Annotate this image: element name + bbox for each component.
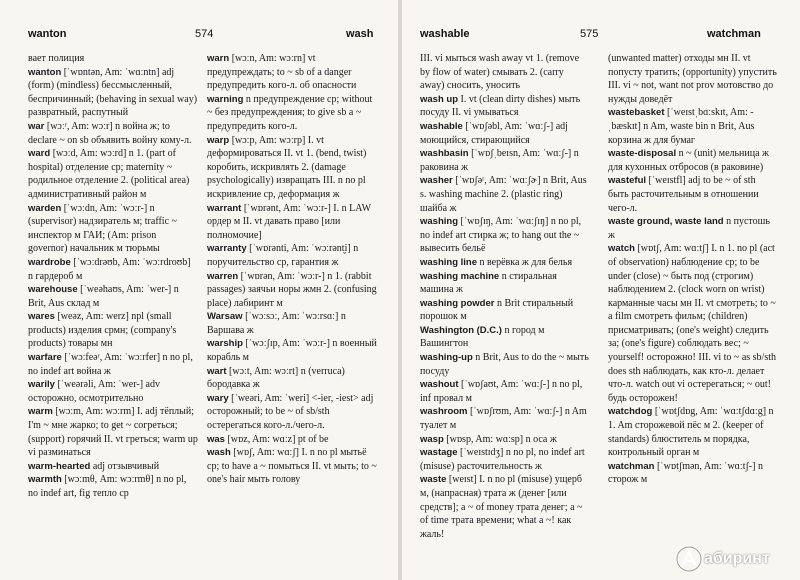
left-guide-word-first: wanton xyxy=(28,28,67,40)
dictionary-entry xyxy=(420,473,590,541)
entry-headword: washout xyxy=(420,379,459,391)
dictionary-entry xyxy=(207,93,377,134)
entry-headword: warm-hearted xyxy=(28,460,91,472)
entry-definition: [ˈwɔːdrəʊb, Am: ˈwɔːrdroʊb] n гардероб м xyxy=(28,256,191,282)
dictionary-entry xyxy=(420,297,590,324)
left-page-number: 574 xyxy=(195,28,214,40)
entry-headword: watchdog xyxy=(608,406,653,418)
dictionary-entry xyxy=(420,433,590,447)
dictionary-entry xyxy=(28,378,198,405)
dictionary-entry xyxy=(608,242,778,405)
entry-definition: n пустошь ж xyxy=(608,216,770,241)
entry-headword: warp xyxy=(207,134,230,146)
entry-definition: [ˈweɪstˌbɑːskɪt, Am: -ˌbæskɪt] n Am, waste bin n Brit, Aus корзина ж для бумаг xyxy=(608,107,755,146)
entry-headword: warily xyxy=(28,379,55,391)
entry-headword: wash up xyxy=(420,93,459,105)
entry-definition: [ˈwɒʃəbl, Am: ˈwɑːʃ-] adj моющийся, стирающийся xyxy=(420,120,568,146)
entry-definition: [ˈwɔːfeəʳ, Am: ˈwɔːrfer] n no pl, no indef art война ж xyxy=(28,352,193,377)
entry-definition: I. vt (clean dirty dishes) мыть посуду II. vi умываться xyxy=(420,93,581,119)
entry-definition: n предупреждение ср; without ~ без предупреждения; to give sb a ~ предупредить кого-л. xyxy=(207,93,373,132)
entry-definition: (unwanted matter) отходы мн II. vt попусту тратить; (opportunity) упустить III. vi ~ not, want not prov мотовство до нужды доведёт xyxy=(608,53,777,105)
dictionary-entry xyxy=(207,446,377,487)
entry-headword: wares xyxy=(28,311,55,323)
watermark xyxy=(674,544,784,574)
entry-definition: [ˈwɒrənt, Am: ˈwɔːr-] I. n LAW ордер м II. vt давать право [или полномочие] xyxy=(207,202,371,241)
entry-headword: washer xyxy=(420,175,453,187)
entry-definition: [ˈweərəli, Am: ˈwer-] adv осторожно, осмотрительно xyxy=(28,379,160,404)
entry-definition: [ˈwɒʃˌbeɪsn, Am: ˈwɑːʃ-] n раковина ж xyxy=(420,148,579,173)
entry-definition: adj отзывчивый xyxy=(92,460,160,472)
entry-headword: waste xyxy=(420,474,447,486)
entry-headword: wasp xyxy=(420,433,444,445)
entry-headword: warehouse xyxy=(28,284,78,296)
entry-headword: watch xyxy=(608,243,635,255)
dictionary-entry xyxy=(28,405,198,459)
entry-definition: [ˈwɒrən, Am: ˈwɔːr-] n 1. (rabbit passages) заячьи норы жмн 2. (confusing place) лабиринт м xyxy=(207,270,377,309)
dictionary-entry xyxy=(207,337,377,364)
entry-definition: [ˈwɔːʃɪp, Am: ˈwɔːr-] n военный корабль м xyxy=(207,338,377,364)
entry-definition: [ˈweɪstɪdʒ] n no pl, no indef art (misuse) расточительность ж xyxy=(420,447,585,472)
watermark-label: абиринт xyxy=(704,550,770,567)
entry-headword: wanton xyxy=(28,66,62,78)
entry-definition: n Brit стиральный порошок м xyxy=(420,297,574,323)
entry-definition: [wɔːmθ, Am: wɔːrmθ] n no pl, no indef art, fig тепло ср xyxy=(28,474,187,499)
entry-definition: [ˈwɒʃɪŋ, Am: ˈwɑːʃɪŋ] n no pl, no indef art стирка ж; to hang out the ~ вывесить бельё xyxy=(420,216,582,255)
dictionary-entry xyxy=(420,93,590,120)
dictionary-entry xyxy=(420,52,590,93)
entry-headword: wastebasket xyxy=(608,107,665,119)
entry-definition: n верёвка ж для белья xyxy=(479,256,573,268)
dictionary-entry xyxy=(28,460,198,474)
entry-headword: wastage xyxy=(420,447,458,459)
entry-definition: [wɔːn, Am: wɔːrn] vt предупреждать; to ~ sb of a danger предупредить кого-л. об опасности xyxy=(207,53,357,92)
entry-headword: warfare xyxy=(28,352,62,364)
dictionary-entry xyxy=(608,52,778,106)
entry-definition: [ˈwɔːsɔː, Am: ˈwɔːrsɑː] n Варшава ж xyxy=(207,311,346,336)
right-guide-word-last: watchman xyxy=(707,28,761,40)
entry-headword: warning xyxy=(207,93,244,105)
dictionary-entry xyxy=(28,310,198,351)
entry-headword: Warsaw xyxy=(207,311,243,323)
entry-definition: [wɒtʃ, Am: wɑːtʃ] I. n 1. no pl (act of observation) наблюдение ср; to be under (close) ~ быть под (строгим) наблюдением 2. (clock worn on wrist) карманные часы мн II. vt смотреть; to ~ a film смотреть фильм; (children) присматривать; (one's weight) следить за; (one's figure) соблюдать вес; ~ yourself! осторожно! III. vi to ~ as sb/sth does sth наблюдать, как кто-л. делает что-л. watch out vi остерегаться; ~ out! будь осторожен! xyxy=(608,243,776,404)
entry-definition: [wɔːm, Am: wɔːrm] I. adj тёплый; I'm ~ мне жарко; to get ~ согреться; (support) горячий II. vt греться; warm up vi разминаться xyxy=(28,406,198,459)
entry-definition: [weɪst] I. n no pl (misuse) ущерб м, (напрасная) трата ж (денег [или средств]; a ~ of money трата денег; a ~ of time трата времени; what a ~! как жаль! xyxy=(420,474,583,540)
entry-definition: [weəz, Am: werz] npl (small products) изделия срмн; (company's products) товары мн xyxy=(28,311,177,350)
entry-headword: waste-disposal xyxy=(608,148,677,160)
entry-definition: [ˈwɒtʃdɒg, Am: ˈwɑːtʃdɑːg] n 1. Am сторожевой пёс м 2. (keeper of standards) блюститель м порядка, контрольный орган м xyxy=(608,406,774,459)
entry-definition: [wɔːt, Am: wɔːrt] n (verruca) бородавка ж xyxy=(207,365,345,391)
entry-definition: [ˈwɒrənti, Am: ˈwɔːrənt̬i] n поручительство ср, гарантия ж xyxy=(207,243,359,268)
dictionary-entry xyxy=(608,215,778,242)
dictionary-entry xyxy=(420,147,590,174)
entry-headword: warmth xyxy=(28,474,62,486)
right-guide-word-first: washable xyxy=(420,28,470,40)
entry-definition: [wɒz, Am: wɑːz] pt of be xyxy=(227,433,329,445)
dictionary-entry xyxy=(207,134,377,202)
dictionary-entry xyxy=(420,378,590,405)
dictionary-entry xyxy=(207,392,377,433)
dictionary-entry xyxy=(420,446,590,473)
entry-headword: washing powder xyxy=(420,297,495,309)
entry-headword: wary xyxy=(207,392,229,404)
entry-definition: [ˈwɒntən, Am: ˈwɑːntn] adj (form) (mindless) бессмысленный, беспричинный; (behaving in sexual way) развратный, распутный xyxy=(28,66,198,119)
dictionary-entry xyxy=(420,256,590,270)
entry-headword: warrant xyxy=(207,202,242,214)
entry-headword: war xyxy=(28,120,45,132)
dictionary-entry xyxy=(207,202,377,243)
entry-headword: washbasin xyxy=(420,148,469,160)
entry-headword: washing line xyxy=(420,256,478,268)
entry-headword: ward xyxy=(28,148,51,160)
entry-definition: [wɔːʳ, Am: wɔːr] n война ж; to declare ~ on sb объявить войну кому-л. xyxy=(28,120,192,146)
dictionary-entry xyxy=(28,202,198,256)
entry-definition: [ˈwɒʃrʊm, Am: ˈwɑːʃ-] n Am туалет м xyxy=(420,406,587,432)
dictionary-entry xyxy=(608,460,778,487)
entry-headword: wash xyxy=(207,447,231,459)
entry-headword: washable xyxy=(420,120,463,132)
entry-headword: washing-up xyxy=(420,352,473,364)
left-guide-word-last: wash xyxy=(346,28,374,40)
dictionary-entry xyxy=(608,405,778,459)
dictionary-entry xyxy=(608,106,778,147)
entry-headword: warden xyxy=(28,202,62,214)
dictionary-entry xyxy=(207,270,377,311)
left-column-2 xyxy=(207,52,377,487)
dictionary-entry xyxy=(420,270,590,297)
entry-definition: n стиральная машина ж xyxy=(420,270,557,296)
entry-definition: [ˈwɒtʃmən, Am: ˈwɑːtʃ-] n сторож м xyxy=(608,460,763,486)
dictionary-entry xyxy=(28,52,198,66)
dictionary-entry xyxy=(28,256,198,283)
entry-definition: [ˈweəri, Am: ˈweri] <-ier, -iest> adj осторожный; to be ~ of sb/sth остерегаться кого-л./чего-л. xyxy=(207,392,374,432)
entry-headword: warm xyxy=(28,406,53,418)
dictionary-entry xyxy=(207,433,377,447)
left-page xyxy=(0,0,398,580)
entry-headword: warship xyxy=(207,338,243,350)
dictionary-entry xyxy=(420,405,590,432)
entry-definition: вает полиция xyxy=(28,53,85,64)
entry-headword: washing xyxy=(420,216,459,228)
entry-headword: warren xyxy=(207,270,239,282)
entry-definition: n ~ (unit) мельница ж для кухонных отбросов (в раковине) xyxy=(608,148,769,173)
right-page xyxy=(402,0,800,580)
entry-definition: [ˈwɔːdn, Am: ˈwɔːr-] n (supervisor) надзиратель м; traffic ~ инспектор м ГАИ; (Am: prison governor) начальник м тюрьмы xyxy=(28,202,177,255)
entry-definition: [wɒʃ, Am: wɑːʃ] I. n no pl мытьё ср; to have a ~ помыться II. vt мыть; to ~ one's hair мыть голову xyxy=(207,447,377,486)
entry-definition: [wɒsp, Am: wɑːsp] n оса ж xyxy=(446,433,557,445)
entry-definition: [ˈwɒʃəʳ, Am: ˈwɑːʃɚ] n Brit, Aus s. washing machine 2. (plastic ring) шайба ж xyxy=(420,175,587,214)
entry-headword: warn xyxy=(207,53,230,64)
dictionary-entry xyxy=(207,310,377,337)
dictionary-entry xyxy=(420,120,590,147)
entry-headword: wart xyxy=(207,365,227,377)
dictionary-entry xyxy=(608,147,778,174)
dictionary-entry xyxy=(28,66,198,120)
right-column-1 xyxy=(420,52,590,541)
dictionary-entry xyxy=(420,174,590,215)
dictionary-entry xyxy=(608,174,778,215)
entry-headword: washroom xyxy=(420,406,468,418)
dictionary-entry xyxy=(207,242,377,269)
entry-definition: [ˈweɪstfl] adj to be ~ of sth быть расточительным в отношении чего-л. xyxy=(608,175,759,214)
entry-headword: was xyxy=(207,433,225,445)
entry-headword: wardrobe xyxy=(28,256,71,268)
dictionary-entry xyxy=(420,215,590,256)
dictionary-entry xyxy=(207,365,377,392)
entry-headword: Washington (D.C.) xyxy=(420,324,502,336)
entry-headword: waste ground, waste land xyxy=(608,216,724,228)
dictionary-entry xyxy=(207,52,377,93)
labirint-logo-icon xyxy=(674,544,704,574)
entry-definition: [wɔːd, Am: wɔːrd] n 1. (part of hospital) отделение ср; maternity ~ родильное отделение 2. (political area) административный район м xyxy=(28,148,190,200)
entry-definition: n город м Вашингтон xyxy=(420,324,545,350)
entry-definition: [wɔːp, Am: wɔːrp] I. vt деформироваться II. vt 1. (bend, twist) коробить, искривлять 2. (damage psychologically) извращать III. n no pl искривление ср, деформация ж xyxy=(207,134,367,200)
dictionary-entry xyxy=(420,324,590,351)
dictionary-entry xyxy=(28,473,198,500)
right-page-number: 575 xyxy=(580,28,599,40)
entry-headword: wasteful xyxy=(608,175,647,187)
entry-headword: washing machine xyxy=(420,270,500,282)
entry-definition: n Brit, Aus to do the ~ мыть посуду xyxy=(420,352,589,377)
entry-headword: watchman xyxy=(608,460,655,472)
dictionary-entry xyxy=(28,120,198,147)
right-column-2 xyxy=(608,52,778,487)
entry-headword: warranty xyxy=(207,243,247,255)
dictionary-entry xyxy=(28,147,198,201)
entry-definition: [ˈwɒʃaʊt, Am: ˈwɑːʃ-] n no pl, inf провал м xyxy=(420,379,583,404)
entry-definition: [ˈweəhaʊs, Am: ˈwer-] n Brit, Aus склад м xyxy=(28,284,179,309)
dictionary-entry xyxy=(28,351,198,378)
dictionary-entry xyxy=(28,283,198,310)
entry-definition: III. vi мыться wash away vt 1. (remove by flow of water) смывать 2. (carry away) сносить, уносить xyxy=(420,53,580,92)
left-column-1 xyxy=(28,52,198,501)
dictionary-entry xyxy=(420,351,590,378)
